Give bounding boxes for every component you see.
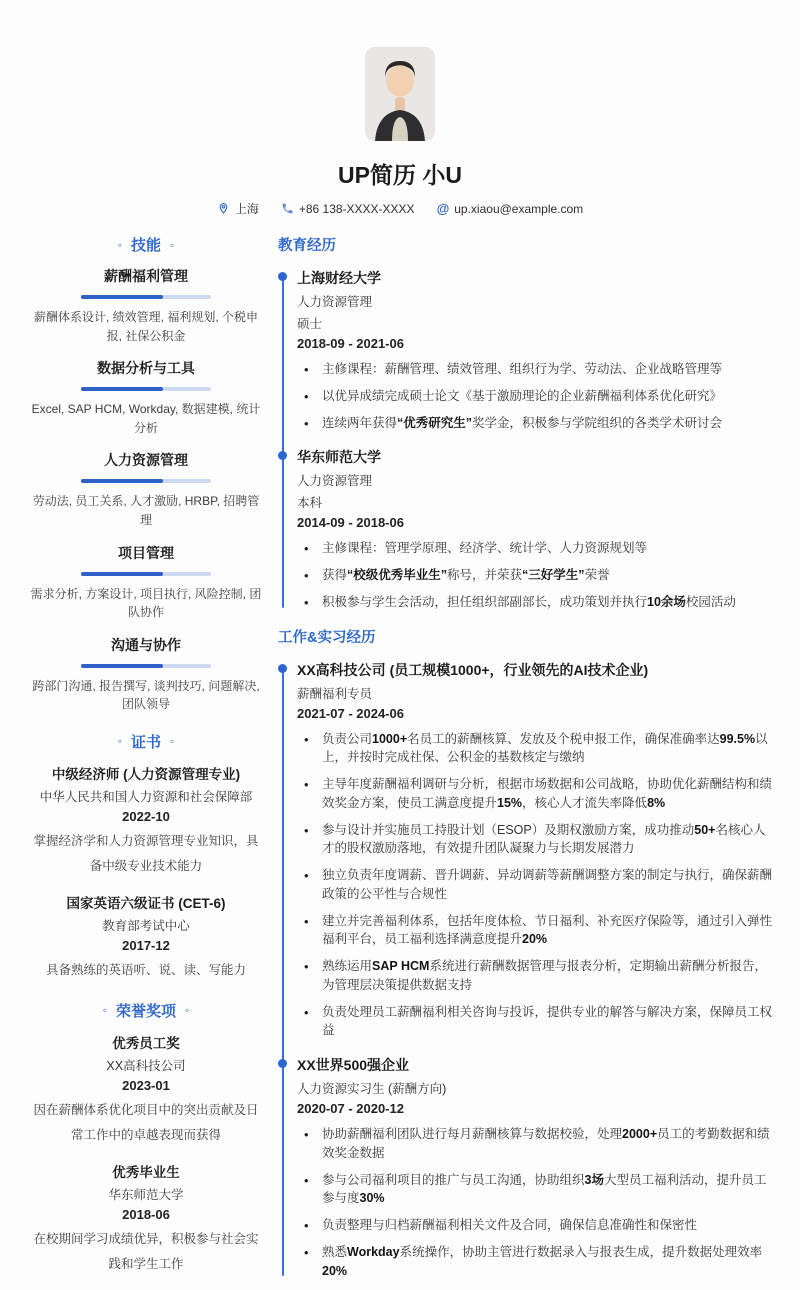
entry-subtitle: 人力资源管理 xyxy=(297,474,373,489)
work-timeline xyxy=(278,660,776,1281)
bullet-item: • 熟练运用SAP HCM系统进行薪酬数据管理与报表分析，定期输出薪酬分析报告，为管理层决策提供数据支持 xyxy=(297,957,776,995)
skill-name: 沟通与协作 xyxy=(111,636,181,653)
phone-icon xyxy=(281,202,294,215)
honor-item-date: 2018-06 xyxy=(122,1206,170,1222)
honor-item xyxy=(30,1032,262,1148)
education-timeline xyxy=(278,268,776,612)
bullet-item: • 负责公司1000+名员工的薪酬核算、发放及个税申报工作，确保准确率达99.5%以上，并按时完成社保、公积金的基数核定与缴纳 xyxy=(297,730,776,768)
left-sidebar xyxy=(30,234,262,1290)
timeline-dot xyxy=(278,451,287,460)
section-title-honors xyxy=(30,1000,262,1021)
avatar-illustration xyxy=(365,47,435,141)
highlighted-text: 20% xyxy=(522,932,548,947)
location-text: 上海 xyxy=(234,202,259,216)
highlighted-text: SAP HCM xyxy=(372,959,430,973)
contact-location xyxy=(217,200,259,217)
honor-item xyxy=(30,1161,262,1277)
contact-row xyxy=(0,200,800,217)
bullet-item: • 独立负责年度调薪、晋升调薪、异动调薪等薪酬调整方案的制定与执行，确保薪酬政策的公平性与合规性 xyxy=(297,866,776,904)
candidate-name: UP简历 小U xyxy=(338,162,462,188)
skill-desc: Excel, SAP HCM, Workday, 数据建模, 统计分析 xyxy=(31,402,261,435)
skill-bar-fill xyxy=(81,479,163,483)
certificates-title-text: 证书 xyxy=(130,733,161,751)
entry-subtitle: 本科 xyxy=(297,496,323,511)
highlighted-text: 3场 xyxy=(584,1172,604,1187)
skill-bar xyxy=(81,387,211,391)
certificate-item xyxy=(30,763,262,879)
contact-phone xyxy=(281,202,415,216)
section-title-education: 教育经历 xyxy=(278,238,336,254)
skill-name: 人力资源管理 xyxy=(104,452,188,469)
highlighted-text: 10余场 xyxy=(647,594,686,609)
at-sign-icon: @ xyxy=(436,201,450,216)
honors-list xyxy=(30,1032,262,1277)
section-title-work: 工作&实习经历 xyxy=(278,629,376,646)
skill-bar xyxy=(81,664,211,668)
honor-item-org: XX高科技公司 xyxy=(106,1058,186,1073)
bullet-item: • 主修课程：管理学原理、经济学、统计学、人力资源规划等 xyxy=(297,539,776,558)
profile-photo xyxy=(365,47,435,141)
bullet-item: • 主导年度薪酬福利调研与分析，根据市场数据和公司战略，协助优化薪酬结构和绩效奖金方案，使员工满意度提升15%，核心人才流失率降低8% xyxy=(297,775,776,813)
certificates-list xyxy=(30,763,262,983)
skill-name: 数据分析与工具 xyxy=(97,360,195,377)
skill-bar-fill xyxy=(81,387,163,391)
ring-icon: ◦ xyxy=(170,734,175,749)
skill-bar-fill xyxy=(81,295,163,299)
timeline-dot xyxy=(278,1059,287,1068)
skill-name: 项目管理 xyxy=(118,544,174,561)
entry-bullets xyxy=(297,539,776,611)
honor-item-title: 优秀毕业生 xyxy=(112,1164,180,1180)
timeline-entry xyxy=(297,660,776,1041)
skill-desc: 跨部门沟通, 报告撰写, 谈判技巧, 问题解决, 团队领导 xyxy=(32,678,260,712)
skill-item xyxy=(30,635,262,714)
skill-bar xyxy=(81,479,211,483)
highlighted-text: “校级优秀毕业生” xyxy=(347,568,448,582)
certificate-item xyxy=(30,892,262,983)
bullet-item: • 参与公司福利项目的推广与员工沟通，协助组织3场大型员工福利活动，提升员工参与度30% xyxy=(297,1171,776,1209)
bullet-item: • 建立并完善福利体系，包括年度体检、节日福利、补充医疗保险等，通过引入弹性福利平台，员工福利选择满意度提升20% xyxy=(297,912,776,950)
entry-title: XX世界500强企业 xyxy=(297,1057,410,1073)
skill-desc: 劳动法, 员工关系, 人才激励, HRBP, 招聘管理 xyxy=(32,494,260,527)
bullet-item: • 熟悉Workday系统操作，协助主管进行数据录入与报表生成，提升数据处理效率20% xyxy=(297,1243,776,1281)
entry-title: XX高科技公司 (员工规模1000+，行业领先的AI技术企业) xyxy=(297,661,649,678)
resume-header xyxy=(0,0,800,217)
entry-subtitle: 人力资源实习生 (薪酬方向) xyxy=(297,1082,447,1096)
bullet-item: • 积极参与学生会活动，担任组织部副部长，成功策划并执行10余场校园活动 xyxy=(297,593,776,612)
entry-date: 2018-09 - 2021-06 xyxy=(297,336,404,351)
entry-bullets xyxy=(297,1125,776,1280)
entry-subtitle: 人力资源管理 xyxy=(297,295,373,309)
skills-list xyxy=(30,266,262,714)
certificate-item-org: 教育部考试中心 xyxy=(102,918,190,933)
entry-title: 华东师范大学 xyxy=(297,449,381,466)
skill-bar-fill xyxy=(81,572,163,576)
skill-item xyxy=(30,266,262,345)
skill-bar xyxy=(81,572,211,576)
main-column xyxy=(278,234,776,1288)
certificate-item-date: 2017-12 xyxy=(122,937,170,953)
ring-icon: ◦ xyxy=(117,237,122,252)
skill-bar-fill xyxy=(81,664,163,668)
entry-bullets xyxy=(297,360,776,432)
certificate-item-desc: 掌握经济学和人力资源管理专业知识，具备中级专业技术能力 xyxy=(33,833,259,873)
honor-item-desc: 因在薪酬体系优化项目中的突出贡献及日常工作中的卓越表现而获得 xyxy=(33,1102,259,1142)
entry-subtitle: 硕士 xyxy=(297,317,323,331)
certificate-item-title: 中级经济师 (人力资源管理专业) xyxy=(51,766,241,782)
bullet-item: • 负责整理与归档薪酬福利相关文件及合同，确保信息准确性和保密性 xyxy=(297,1216,776,1235)
highlighted-text: 50+ xyxy=(694,822,716,837)
contact-email xyxy=(437,201,584,216)
honor-item-date: 2023-01 xyxy=(122,1077,170,1093)
honors-title-text: 荣誉奖项 xyxy=(115,1002,176,1020)
entry-date: 2021-07 - 2024-06 xyxy=(297,705,404,721)
timeline-entry xyxy=(297,1055,776,1280)
honor-item-desc: 在校期间学习成绩优异，积极参与社会实践和学生工作 xyxy=(33,1231,259,1271)
entry-subtitle: 薪酬福利专员 xyxy=(297,686,373,701)
entry-date: 2014-09 - 2018-06 xyxy=(297,515,404,531)
skill-item xyxy=(30,543,262,622)
bullet-item: • 获得“校级优秀毕业生”称号，并荣获“三好学生”荣誉 xyxy=(297,566,776,585)
timeline-entry xyxy=(297,268,776,432)
phone-text: +86 138-XXXX-XXXX xyxy=(298,201,415,216)
certificate-item-org: 中华人民共和国人力资源和社会保障部 xyxy=(39,789,253,804)
skill-item xyxy=(30,450,262,529)
certificate-item-date: 2022-10 xyxy=(122,808,170,824)
skill-bar xyxy=(81,295,211,299)
bullet-item: • 以优异成绩完成硕士论文《基于激励理论的企业薪酬福利体系优化研究》 xyxy=(297,387,776,406)
section-title-skills xyxy=(30,234,262,255)
timeline-dot xyxy=(278,664,287,673)
ring-icon: ◦ xyxy=(102,1003,107,1018)
honor-item-org: 华东师范大学 xyxy=(108,1187,184,1202)
bullet-item: • 协助薪酬福利团队进行每月薪酬核算与数据校验，处理2000+员工的考勤数据和绩效奖金数据 xyxy=(297,1125,776,1163)
highlighted-text: 15% xyxy=(497,795,523,810)
skill-name: 薪酬福利管理 xyxy=(104,268,188,284)
entry-date: 2020-07 - 2020-12 xyxy=(297,1101,404,1116)
email-text: up.xiaou@example.com xyxy=(454,201,584,216)
timeline-dot xyxy=(278,272,287,281)
certificate-item-title: 国家英语六级证书 (CET-6) xyxy=(66,895,226,911)
highlighted-text: “三好学生” xyxy=(522,568,585,582)
timeline-entry xyxy=(297,447,776,611)
highlighted-text: “优秀研究生” xyxy=(397,415,473,430)
highlighted-text: 20% xyxy=(322,1263,348,1278)
ring-icon: ◦ xyxy=(170,237,175,252)
bullet-item: • 主修课程：薪酬管理、绩效管理、组织行为学、劳动法、企业战略管理等 xyxy=(297,360,776,379)
honor-item-title: 优秀员工奖 xyxy=(112,1035,180,1051)
skills-title-text: 技能 xyxy=(130,237,161,254)
highlighted-text: Workday xyxy=(347,1244,400,1259)
skill-desc: 薪酬体系设计, 绩效管理, 福利规划, 个税申报, 社保公积金 xyxy=(33,310,258,343)
bullet-item: • 连续两年获得“优秀研究生”奖学金，积极参与学院组织的各类学术研讨会 xyxy=(297,414,776,433)
section-title-certificates xyxy=(30,731,262,752)
location-pin-icon xyxy=(217,202,230,215)
ring-icon: ◦ xyxy=(185,1003,190,1018)
ring-icon: ◦ xyxy=(117,734,122,749)
certificate-item-desc: 具备熟练的英语听、说、读、写能力 xyxy=(45,962,246,977)
skill-item xyxy=(30,358,262,437)
entry-title: 上海财经大学 xyxy=(297,270,381,286)
bullet-item: • 参与设计并实施员工持股计划（ESOP）及期权激励方案，成功推动50+名核心人才的股权激励落地，有效提升团队凝聚力与长期发展潜力 xyxy=(297,821,776,859)
highlighted-text: 1000+ xyxy=(372,731,408,746)
content-columns xyxy=(0,217,800,1290)
skill-desc: 需求分析, 方案设计, 项目执行, 风险控制, 团队协作 xyxy=(30,586,262,620)
highlighted-text: 99.5% xyxy=(719,731,756,746)
bullet-item: • 负责处理员工薪酬福利相关咨询与投诉，提供专业的解答与解决方案，保障员工权益 xyxy=(297,1003,776,1041)
highlighted-text: 8% xyxy=(647,795,666,810)
entry-bullets xyxy=(297,730,776,1041)
highlighted-text: 2000+ xyxy=(622,1127,658,1141)
highlighted-text: 30% xyxy=(359,1191,385,1206)
